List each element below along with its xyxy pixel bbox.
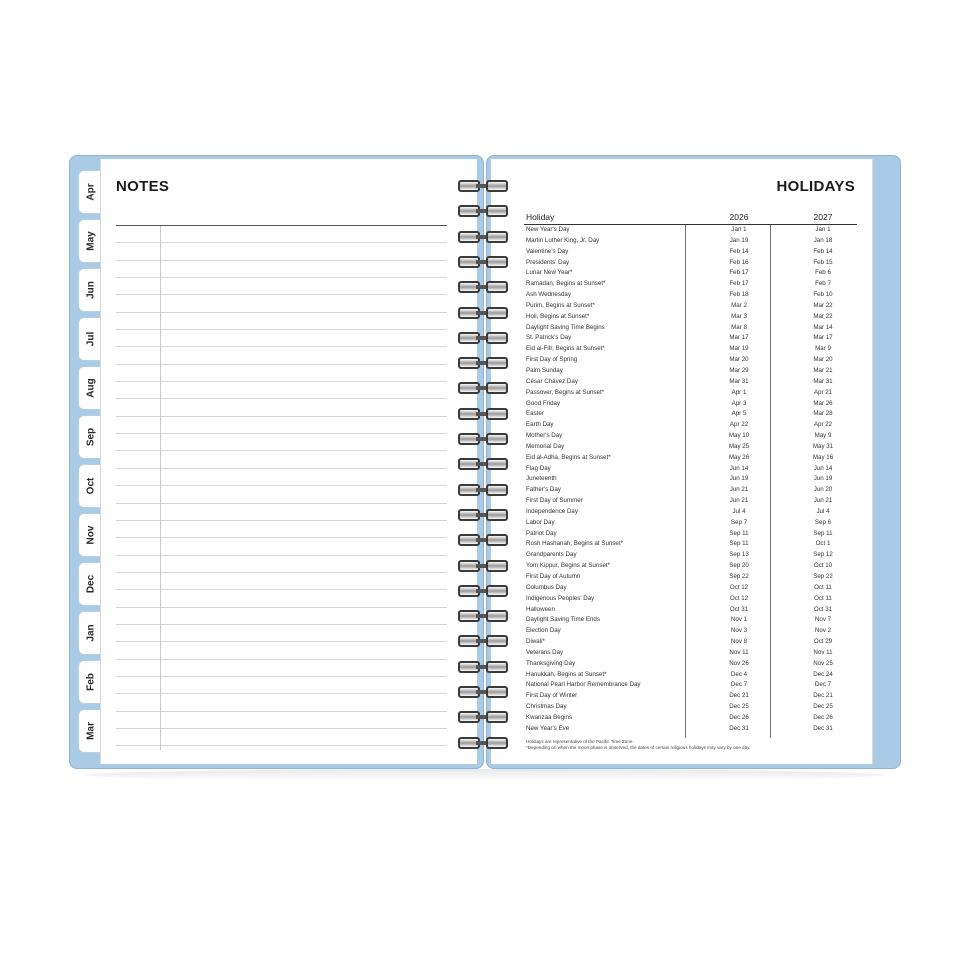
date-2026: Sep 20: [729, 562, 749, 570]
month-tab-label: Nov: [85, 525, 96, 545]
holiday-name: Purim, Begins at Sunset*: [526, 301, 595, 309]
table-row: [524, 637, 857, 648]
date-2027: Mar 21: [813, 366, 833, 374]
notes-line[interactable]: [116, 417, 447, 434]
spiral-coil: [456, 709, 512, 725]
table-row: [524, 268, 857, 279]
date-2026: Jun 21: [729, 497, 749, 505]
date-2026: Apr 1: [731, 388, 747, 396]
table-row: [524, 626, 857, 637]
holiday-name: Juneteenth: [526, 475, 557, 483]
holiday-name: Patriot Day: [526, 529, 557, 537]
month-tab-label: Mar: [85, 722, 96, 740]
month-tab-jun[interactable]: [78, 268, 102, 312]
month-tab-label: Aug: [85, 378, 96, 398]
notes-line[interactable]: [116, 556, 447, 573]
date-2026: Mar 29: [729, 366, 749, 374]
table-row: [524, 713, 857, 724]
date-2026: Dec 7: [730, 681, 748, 689]
date-2026: Nov 1: [730, 616, 748, 624]
notes-line[interactable]: [116, 434, 447, 451]
table-row: [524, 409, 857, 420]
notes-line[interactable]: [116, 261, 447, 278]
date-2027: Dec 26: [813, 713, 833, 721]
table-row: [524, 399, 857, 410]
date-2026: Mar 31: [729, 377, 749, 385]
date-2027: Sep 12: [813, 551, 833, 559]
holiday-name: Veterans Day: [526, 648, 564, 656]
date-2027: Jun 21: [813, 497, 833, 505]
date-2027: Jun 19: [813, 475, 833, 483]
month-tab-label: Jul: [85, 331, 96, 347]
spiral-coil: [456, 431, 512, 447]
notes-line[interactable]: [116, 365, 447, 382]
date-2027: Jul 4: [816, 507, 830, 515]
date-2027: Mar 22: [813, 312, 833, 320]
date-2027: Mar 31: [813, 377, 833, 385]
table-row: [524, 680, 857, 691]
date-2026: Oct 12: [729, 594, 749, 602]
date-2027: Feb 7: [815, 280, 831, 288]
date-2026: Mar 2: [731, 301, 747, 309]
date-2026: Mar 8: [731, 323, 747, 331]
holiday-name: First Day of Summer: [526, 497, 583, 505]
date-2027: Sep 11: [813, 529, 833, 537]
holiday-name: Passover, Begins at Sunset*: [526, 388, 605, 396]
date-2027: Mar 20: [813, 356, 833, 364]
table-row: [524, 312, 857, 323]
month-tab-label: Jun: [85, 281, 96, 299]
date-2027: Oct 11: [814, 594, 832, 602]
date-2027: Dec 25: [813, 703, 833, 711]
holiday-name: Rosh Hashanah, Begins at Sunset*: [526, 540, 623, 548]
date-2027: Jan 18: [813, 236, 833, 244]
month-tab-oct[interactable]: [78, 464, 102, 508]
spiral-coil: [456, 203, 512, 219]
table-row: [524, 659, 857, 670]
holiday-name: Election Day: [526, 627, 561, 635]
table-row: [524, 258, 857, 269]
notes-line[interactable]: [116, 521, 447, 538]
month-tab-jul[interactable]: [78, 317, 102, 361]
date-2026: May 25: [728, 442, 750, 450]
table-row: [524, 464, 857, 475]
date-2027: Dec 21: [813, 692, 833, 700]
table-row: [524, 344, 857, 355]
date-2026: Mar 20: [729, 356, 749, 364]
holiday-name: César Chávez Day: [526, 377, 578, 385]
table-row: [524, 550, 857, 561]
notes-line[interactable]: [116, 712, 447, 729]
date-2026: Sep 7: [730, 518, 748, 526]
holiday-name: Mother's Day: [526, 432, 563, 440]
date-2026: Dec 31: [729, 724, 749, 732]
date-2026: Dec 26: [729, 713, 749, 721]
date-2027: Oct 11: [814, 583, 832, 591]
date-2026: Feb 17: [729, 269, 749, 277]
date-2027: Sep 6: [814, 518, 832, 526]
date-2026: Oct 31: [729, 605, 749, 613]
table-row: [524, 333, 857, 344]
footnotes: [526, 739, 750, 751]
date-2026: Sep 13: [729, 551, 749, 559]
holiday-name: Yom Kippur, Begins at Sunset*: [526, 562, 611, 570]
notes-line[interactable]: [116, 504, 447, 521]
month-tab-aug[interactable]: [78, 366, 102, 410]
spiral-coil: [456, 659, 512, 675]
table-row: [524, 236, 857, 247]
date-2027: Mar 17: [813, 334, 833, 342]
spiral-coil: [456, 330, 512, 346]
date-2027: Mar 22: [813, 301, 833, 309]
date-2027: Oct 29: [813, 638, 833, 646]
date-2026: Feb 16: [729, 258, 749, 266]
holiday-name: First Day of Spring: [526, 356, 578, 364]
date-2026: Mar 3: [731, 312, 747, 320]
holidays-table: [524, 208, 857, 735]
date-2026: Mar 19: [729, 345, 749, 353]
holiday-name: St. Patrick's Day: [526, 334, 572, 342]
table-row: [524, 366, 857, 377]
notes-line[interactable]: [116, 347, 447, 364]
date-2027: Feb 10: [813, 291, 833, 299]
date-2027: Nov 25: [813, 659, 833, 667]
table-row: [524, 420, 857, 431]
holiday-name: Flag Day: [526, 464, 551, 472]
date-2027: Dec 31: [813, 724, 833, 732]
notes-line[interactable]: [116, 642, 447, 659]
date-2026: Nov 11: [729, 648, 749, 656]
notes-line[interactable]: [116, 538, 447, 555]
holiday-name: Martin Luther King, Jr. Day: [526, 236, 600, 244]
table-row: [524, 453, 857, 464]
holiday-name: Father's Day: [526, 486, 561, 494]
holiday-name: Good Friday: [526, 399, 561, 407]
spiral-coil: [456, 608, 512, 624]
header-holiday: Holiday: [526, 212, 555, 222]
planner-shadow: [85, 769, 885, 781]
spiral-coil: [456, 507, 512, 523]
table-row: [524, 561, 857, 572]
notes-line[interactable]: [116, 226, 447, 243]
date-2027: Oct 31: [813, 605, 833, 613]
spiral-coil: [456, 684, 512, 700]
holiday-name: Ash Wednesday: [526, 291, 571, 299]
date-2026: Sep 11: [729, 540, 749, 548]
date-2027: May 9: [814, 432, 832, 440]
date-2026: Feb 14: [729, 247, 749, 255]
date-2027: Jun 14: [813, 464, 833, 472]
holiday-name: Eid al-Adha, Begins at Sunset*: [526, 453, 611, 461]
table-row: [524, 670, 857, 681]
date-2027: Nov 7: [814, 616, 832, 624]
header-2026: 2026: [729, 212, 749, 222]
notes-title: NOTES: [116, 178, 170, 195]
table-row: [524, 615, 857, 626]
holiday-name: Daylight Saving Time Begins: [526, 323, 605, 331]
spiral-coil: [456, 305, 512, 321]
holiday-name: Holi, Begins at Sunset*: [526, 312, 590, 320]
spiral-binding: [456, 178, 512, 758]
spiral-coil: [456, 456, 512, 472]
footnote-moon: *Depending on when the moon phase is observed, the dates of certain religious holidays may vary by one day.: [526, 745, 751, 750]
spiral-coil: [456, 532, 512, 548]
date-2026: Nov 8: [730, 638, 748, 646]
holiday-name: Palm Sunday: [526, 366, 563, 374]
date-2026: May 26: [728, 453, 750, 461]
table-row: [524, 691, 857, 702]
spiral-coil: [456, 380, 512, 396]
month-tab-label: Sep: [85, 427, 96, 447]
notes-line[interactable]: [116, 608, 447, 625]
date-2027: Feb 14: [813, 247, 833, 255]
month-tab-label: Oct: [85, 477, 96, 495]
date-2027: Oct 10: [813, 562, 833, 570]
table-row: [524, 474, 857, 485]
holiday-name: Indigenous Peoples' Day: [526, 594, 595, 602]
month-tab-label: May: [85, 231, 96, 251]
month-tab-mar[interactable]: [78, 709, 102, 753]
table-row: [524, 485, 857, 496]
date-2027: Apr 21: [813, 388, 833, 396]
holiday-name: Valentine's Day: [526, 247, 569, 255]
holiday-name: Presidents' Day: [526, 258, 570, 266]
date-2027: Feb 6: [815, 269, 831, 277]
spiral-coil: [456, 178, 512, 194]
date-2026: Oct 12: [729, 583, 749, 591]
table-row: [524, 539, 857, 550]
month-tab-dec[interactable]: [78, 562, 102, 606]
spiral-coil: [456, 406, 512, 422]
notes-line[interactable]: [116, 677, 447, 694]
holiday-name: National Pearl Harbor Remembrance Day: [526, 681, 641, 689]
month-tab-sep[interactable]: [78, 415, 102, 459]
notes-lines: [116, 224, 447, 746]
holiday-name: Halloween: [526, 605, 555, 613]
date-2026: Apr 22: [729, 421, 749, 429]
table-row: [524, 301, 857, 312]
date-2026: Dec 21: [729, 692, 749, 700]
table-row: [524, 247, 857, 258]
notes-line[interactable]: [116, 694, 447, 711]
holiday-name: Diwali*: [526, 638, 545, 646]
date-2027: Apr 22: [813, 421, 833, 429]
date-2027: Nov 2: [814, 627, 832, 635]
notes-line[interactable]: [116, 313, 447, 330]
notes-line[interactable]: [116, 451, 447, 468]
date-2027: Sep 22: [813, 573, 833, 580]
table-row: [524, 572, 857, 583]
notes-margin-rule: [160, 226, 161, 750]
holiday-name: Grandparents Day: [526, 551, 577, 559]
table-row: [524, 377, 857, 388]
notes-line[interactable]: [116, 399, 447, 416]
table-body: [524, 225, 857, 735]
holiday-name: New Year's Day: [526, 226, 570, 233]
date-2027: Dec 7: [814, 681, 832, 689]
holiday-name: Easter: [526, 410, 544, 418]
month-tab-label: Dec: [85, 574, 96, 594]
date-2027: Mar 9: [815, 345, 831, 353]
table-row: [524, 529, 857, 540]
spiral-coil: [456, 254, 512, 270]
holiday-name: First Day of Autumn: [526, 573, 581, 580]
date-2027: Mar 26: [813, 399, 833, 407]
holiday-name: Columbus Day: [526, 583, 567, 591]
table-row: [524, 225, 857, 236]
spiral-coil: [456, 633, 512, 649]
date-2026: Dec 4: [730, 670, 748, 678]
notes-line[interactable]: [116, 625, 447, 642]
date-2026: Apr 5: [731, 410, 747, 418]
date-2027: May 16: [812, 453, 834, 461]
notes-line[interactable]: [116, 295, 447, 312]
column-divider: [770, 225, 771, 738]
column-divider: [685, 225, 686, 738]
spiral-coil: [456, 229, 512, 245]
table-row: [524, 648, 857, 659]
holiday-name: Memorial Day: [526, 442, 565, 450]
date-2026: Jun 19: [729, 475, 749, 483]
date-2026: Feb 17: [729, 280, 749, 288]
table-row: [524, 724, 857, 735]
month-tab-apr[interactable]: [78, 170, 102, 214]
holiday-name: Kwanzaa Begins: [526, 713, 573, 721]
date-2026: Apr 3: [731, 399, 747, 407]
spiral-coil: [456, 355, 512, 371]
date-2027: Oct 1: [815, 540, 831, 548]
notes-line[interactable]: [116, 243, 447, 260]
table-row: [524, 388, 857, 399]
date-2026: Dec 25: [729, 703, 749, 711]
header-2027: 2027: [813, 212, 833, 222]
date-2026: May 10: [728, 432, 750, 440]
notes-line[interactable]: [116, 660, 447, 677]
holiday-name: Independence Day: [526, 507, 578, 515]
notes-line[interactable]: [116, 590, 447, 607]
date-2026: Mar 17: [729, 334, 749, 342]
month-tab-jan[interactable]: [78, 611, 102, 655]
month-tab-label: Feb: [85, 673, 96, 691]
notes-line[interactable]: [116, 382, 447, 399]
date-2026: Sep 22: [729, 573, 749, 580]
month-tab-label: Apr: [85, 183, 96, 201]
spiral-coil: [456, 558, 512, 574]
holiday-name: Earth Day: [526, 421, 554, 429]
notes-line[interactable]: [116, 469, 447, 486]
footnote-timezone: Holidays are representative of the Pacific Time Zone.: [526, 739, 634, 744]
table-row: [524, 323, 857, 334]
table-row: [524, 279, 857, 290]
date-2026: Sep 11: [729, 529, 749, 537]
month-tab-nov[interactable]: [78, 513, 102, 557]
table-row: [524, 507, 857, 518]
holiday-name: New Year's Eve: [526, 724, 570, 732]
spiral-coil: [456, 279, 512, 295]
date-2026: Jan 19: [729, 236, 749, 244]
holiday-name: First Day of Winter: [526, 692, 578, 700]
date-2026: Jun 14: [729, 464, 749, 472]
month-tab-label: Jan: [85, 624, 96, 642]
table-row: [524, 355, 857, 366]
date-2026: Nov 3: [730, 627, 748, 635]
date-2027: May 31: [812, 442, 834, 450]
month-tab-feb[interactable]: [78, 660, 102, 704]
notes-line[interactable]: [116, 573, 447, 590]
holiday-name: Christmas Day: [526, 703, 567, 711]
date-2027: Jan 1: [815, 226, 831, 233]
table-row: [524, 290, 857, 301]
table-row: [524, 702, 857, 713]
notes-line[interactable]: [116, 278, 447, 295]
date-2026: Jun 21: [729, 486, 749, 494]
holiday-name: Daylight Saving Time Ends: [526, 616, 600, 624]
table-row: [524, 518, 857, 529]
holiday-name: Hanukkah, Begins at Sunset*: [526, 670, 607, 678]
date-2027: Mar 14: [813, 323, 833, 331]
date-2027: Jun 20: [813, 486, 833, 494]
holiday-name: Thanksgiving Day: [526, 659, 576, 667]
table-row: [524, 431, 857, 442]
holiday-name: Labor Day: [526, 518, 555, 526]
month-tabs: [78, 170, 102, 755]
date-2027: Feb 15: [813, 258, 833, 266]
table-row: [524, 605, 857, 616]
notes-line[interactable]: [116, 486, 447, 503]
holiday-name: Ramadan, Begins at Sunset*: [526, 280, 606, 288]
spiral-coil: [456, 482, 512, 498]
holiday-name: Eid al-Fitr, Begins at Sunset*: [526, 345, 605, 353]
table-row: [524, 442, 857, 453]
date-2026: Jul 4: [732, 507, 746, 515]
date-2026: Nov 26: [729, 659, 749, 667]
table-header: [524, 208, 857, 225]
month-tab-may[interactable]: [78, 219, 102, 263]
date-2027: Dec 24: [813, 670, 833, 678]
spiral-coil: [456, 583, 512, 599]
table-row: [524, 496, 857, 507]
holiday-name: Lunar New Year*: [526, 269, 573, 277]
notes-line[interactable]: [116, 729, 447, 746]
date-2027: Nov 11: [813, 648, 833, 656]
notes-line[interactable]: [116, 330, 447, 347]
date-2026: Feb 18: [729, 291, 749, 299]
table-row: [524, 583, 857, 594]
date-2026: Jan 1: [731, 226, 747, 233]
holidays-title: HOLIDAYS: [776, 178, 855, 195]
date-2027: Mar 28: [813, 410, 833, 418]
spiral-coil: [456, 735, 512, 751]
table-row: [524, 594, 857, 605]
